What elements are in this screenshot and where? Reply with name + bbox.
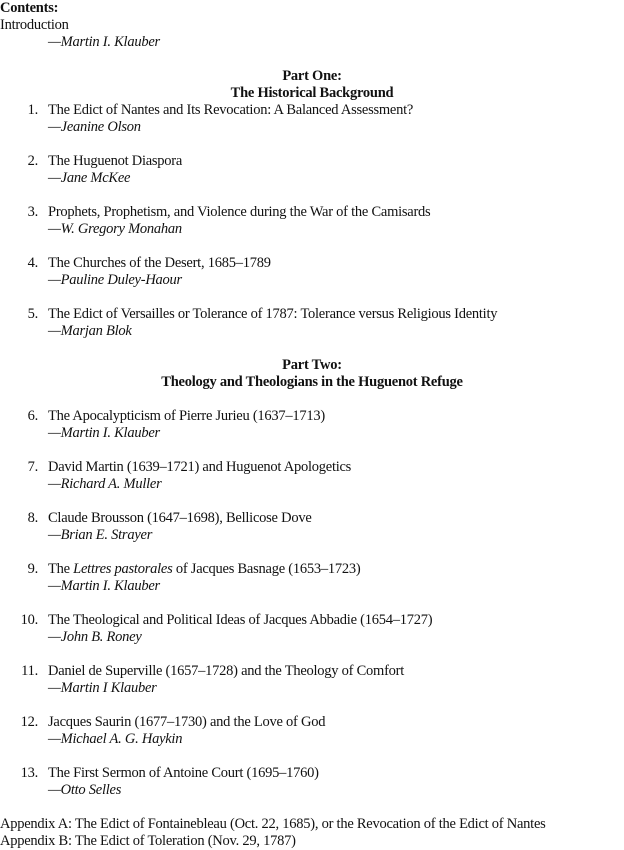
part-one-heading: Part One: xyxy=(282,68,342,84)
introduction-author: —Martin I. Klauber xyxy=(48,34,160,50)
chapter-entry xyxy=(0,255,624,306)
chapter-author: —Martin I Klauber xyxy=(48,680,157,696)
chapter-author: —Martin I. Klauber xyxy=(48,578,160,594)
chapter-author: —W. Gregory Monahan xyxy=(48,221,182,237)
chapter-title: Daniel de Superville (1657–1728) and the Theology of Comfort xyxy=(48,663,405,679)
chapter-title: The Edict of Nantes and Its Revocation: A Balanced Assessment? xyxy=(48,102,414,118)
title-prefix: The xyxy=(48,561,74,577)
chapter-entry xyxy=(0,663,624,714)
chapter-entry xyxy=(0,204,624,255)
chapter-title: Prophets, Prophetism, and Violence during the War of the Camisards xyxy=(48,204,431,220)
chapter-entry xyxy=(0,459,624,510)
chapter-author: —Richard A. Muller xyxy=(48,476,162,492)
chapter-number: 12. xyxy=(20,714,38,730)
chapter-number: 7. xyxy=(27,459,38,475)
chapter-number: 4. xyxy=(27,255,38,271)
appendix-b: Appendix B: The Edict of Toleration (Nov. 29, 1787) xyxy=(0,833,296,849)
chapter-entry xyxy=(0,408,624,459)
chapter-title: David Martin (1639–1721) and Huguenot Apologetics xyxy=(48,459,352,475)
part-two-subheading: Theology and Theologians in the Huguenot Refuge xyxy=(161,374,463,390)
chapter-title: The Theological and Political Ideas of Jacques Abbadie (1654–1727) xyxy=(48,612,433,628)
chapter-number: 13. xyxy=(20,765,38,781)
chapter-entry xyxy=(0,714,624,765)
chapter-author: —Martin I. Klauber xyxy=(48,425,160,441)
part-two-heading: Part Two: xyxy=(282,357,342,373)
chapter-title xyxy=(48,561,360,577)
chapter-number: 1. xyxy=(27,102,38,118)
chapter-number: 8. xyxy=(27,510,38,526)
chapter-author: —Pauline Duley-Haour xyxy=(48,272,182,288)
chapter-author: —Jeanine Olson xyxy=(48,119,141,135)
chapter-entry xyxy=(0,510,624,561)
chapter-title: The Edict of Versailles or Tolerance of 1787: Tolerance versus Religious Identity xyxy=(48,306,498,322)
appendix-a: Appendix A: The Edict of Fontainebleau (Oct. 22, 1685), or the Revocation of the Edict of Nantes xyxy=(0,816,546,832)
chapter-number: 9. xyxy=(27,561,38,577)
chapter-entry xyxy=(0,153,624,204)
chapter-title: Claude Brousson (1647–1698), Bellicose Dove xyxy=(48,510,312,526)
chapter-title: The Churches of the Desert, 1685–1789 xyxy=(48,255,271,271)
introduction-title: Introduction xyxy=(0,17,69,33)
contents-heading: Contents: xyxy=(0,0,59,16)
chapter-title: The Apocalypticism of Pierre Jurieu (1637–1713) xyxy=(48,408,325,424)
part-one-subheading: The Historical Background xyxy=(230,85,394,101)
title-suffix: of Jacques Basnage (1653–1723) xyxy=(172,561,361,577)
chapter-title: The Huguenot Diaspora xyxy=(48,153,183,169)
chapter-number: 2. xyxy=(27,153,38,169)
chapter-author: —Jane McKee xyxy=(48,170,131,186)
chapter-number: 3. xyxy=(27,204,38,220)
chapter-entry xyxy=(0,306,624,357)
chapter-entry xyxy=(0,612,624,663)
chapter-author: —Otto Selles xyxy=(48,782,122,798)
chapter-title: The First Sermon of Antoine Court (1695–1760) xyxy=(48,765,319,781)
chapter-number: 6. xyxy=(27,408,38,424)
chapter-author: —Michael A. G. Haykin xyxy=(48,731,183,747)
chapter-number: 5. xyxy=(27,306,38,322)
chapter-entry xyxy=(0,765,624,816)
chapter-number: 11. xyxy=(21,663,38,679)
chapter-number: 10. xyxy=(20,612,38,628)
chapter-entry xyxy=(0,561,624,612)
chapter-title: Jacques Saurin (1677–1730) and the Love of God xyxy=(48,714,326,730)
chapter-entry xyxy=(0,102,624,153)
chapter-author: —John B. Roney xyxy=(48,629,142,645)
chapter-author: —Marjan Blok xyxy=(48,323,132,339)
chapter-author: —Brian E. Strayer xyxy=(48,527,153,543)
title-italic: Lettres pastorales xyxy=(73,561,173,577)
